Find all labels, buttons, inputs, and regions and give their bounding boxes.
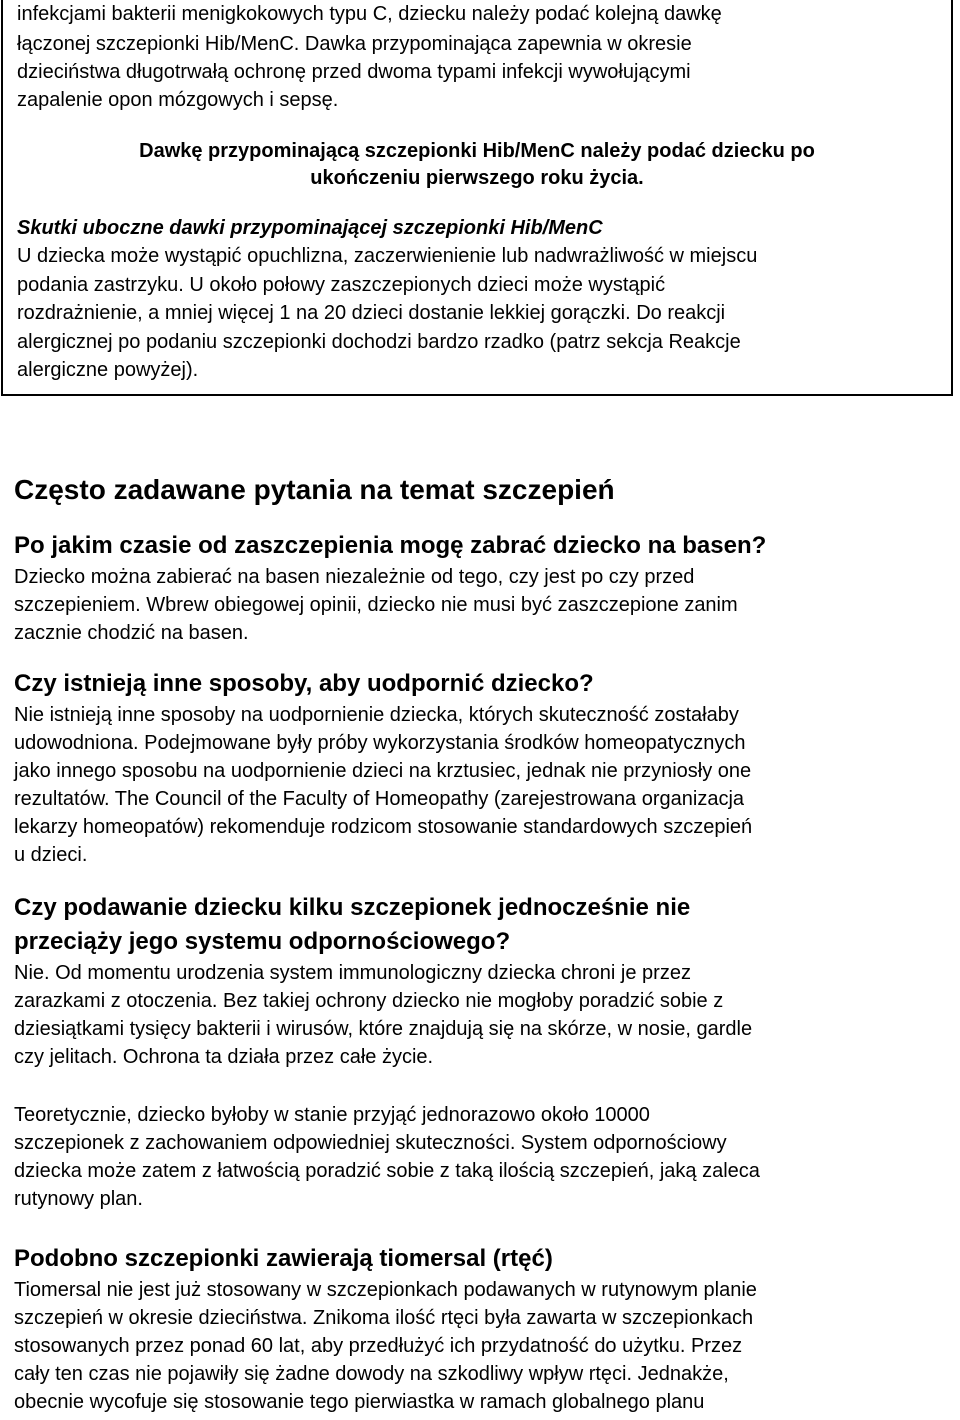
side-effects-line-4: alergicznej po podaniu szczepionki dochodzi bardzo rzadko (patrz sekcja Reakcje (17, 331, 741, 353)
faq-answer-4-line: cały ten czas nie pojawiły się żadne dowody na szkodliwy wpływ rtęci. Jednakże, (14, 1363, 729, 1385)
faq-answer-3b-line: rutynowy plan. (14, 1188, 143, 1210)
faq-answer-4-line: stosowanych przez ponad 60 lat, aby przedłużyć ich przydatność do użytku. Przez (14, 1335, 743, 1357)
faq-question-4-title: Podobno szczepionki zawierają tiomersal (rtęć) (14, 1245, 553, 1272)
faq-title: Często zadawane pytania na temat szczepień (14, 474, 615, 505)
faq-answer-4-line: Tiomersal nie jest już stosowany w szczepionkach podawanych w rutynowym planie (14, 1279, 757, 1301)
intro-line-2: łączonej szczepionki Hib/MenC. Dawka przypominająca zapewnia w okresie (17, 33, 692, 55)
faq-answer-1-line: zacznie chodzić na basen. (14, 622, 249, 644)
intro-line-3: dzieciństwa długotrwałą ochronę przed dwoma typami infekcji wywołującymi (17, 61, 691, 83)
faq-question-1-title: Po jakim czasie od zaszczepienia mogę zabrać dziecko na basen? (14, 532, 767, 559)
side-effects-line-2: podania zastrzyku. U około połowy zaszczepionych dzieci może wystąpić (17, 274, 666, 296)
faq-question-4 (14, 1242, 944, 1416)
faq-answer-2-line: Nie istnieją inne sposoby na uodpornienie dziecka, których skuteczność zostałaby (14, 704, 739, 726)
faq-answer-3b-line: Teoretycznie, dziecko byłoby w stanie przyjąć jednorazowo około 10000 (14, 1104, 650, 1126)
side-effects-heading: Skutki uboczne dawki przypominającej szczepionki Hib/MenC (17, 217, 603, 239)
intro-line-1: infekcjami bakterii menigkokowych typu C, dziecku należy podać kolejną dawkę (17, 3, 722, 25)
faq-title-block (14, 473, 944, 507)
side-effects-line-3: rozdrażnienie, a mniej więcej 1 na 20 dzieci dostanie lekkiej gorączki. Do reakcji (17, 302, 726, 324)
booster-note-line-2: ukończeniu pierwszego roku życia. (310, 167, 644, 189)
side-effects-line-1: U dziecka może wystąpić opuchlizna, zaczerwienienie lub nadwrażliwość w miejscu (17, 245, 758, 267)
faq-question-2-title: Czy istnieją inne sposoby, aby uodpornić dziecko? (14, 670, 594, 697)
faq-question-3-title-line-1: Czy podawanie dziecku kilku szczepionek jednocześnie nie (14, 894, 691, 921)
faq-question-3 (14, 891, 944, 1071)
faq-question-2 (14, 667, 944, 869)
faq-answer-4-line: obecnie wycofuje się stosowanie tego pierwiastka w ramach globalnego planu (14, 1391, 705, 1413)
faq-answer-3-line: czy jelitach. Ochrona ta działa przez całe życie. (14, 1046, 434, 1068)
faq-question-1 (14, 529, 944, 647)
faq-answer-1-line: Dziecko można zabierać na basen niezależnie od tego, czy jest po czy przed (14, 566, 695, 588)
faq-answer-2-line: lekarzy homeopatów) rekomenduje rodzicom stosowanie standardowych szczepień (14, 816, 753, 838)
faq-question-3-title-line-2: przeciąży jego systemu odpornościowego? (14, 928, 511, 955)
faq-answer-3-line: zarazkami z otoczenia. Bez takiej ochrony dziecko nie mogłoby poradzić sobie z (14, 990, 724, 1012)
intro-line-4: zapalenie opon mózgowych i sepsę. (17, 89, 339, 111)
side-effects-line-5: alergiczne powyżej). (17, 359, 199, 381)
faq-answer-3-line: Nie. Od momentu urodzenia system immunologiczny dziecka chroni je przez (14, 962, 691, 984)
faq-answer-3-part-2 (14, 1101, 944, 1213)
booster-note-line-1: Dawkę przypominającą szczepionki Hib/MenC należy podać dziecku po (139, 140, 815, 162)
faq-answer-2-line: u dzieci. (14, 844, 88, 866)
faq-answer-1-line: szczepieniem. Wbrew obiegowej opinii, dziecko nie musi być zaszczepione zanim (14, 594, 738, 616)
faq-answer-3-line: dziesiątkami tysięcy bakterii i wirusów, które znajdują się na skórze, w nosie, gardle (14, 1018, 753, 1040)
faq-answer-2-line: rezultatów. The Council of the Faculty of Homeopathy (zarejestrowana organizacja (14, 788, 745, 810)
faq-answer-2-line: jako innego sposobu na uodpornienie dzieci na krztusiec, jednak nie przyniosły one (14, 760, 752, 782)
faq-answer-3b-line: dziecka może zatem z łatwością poradzić sobie z taką ilością szczepień, jaką zaleca (14, 1160, 760, 1182)
faq-answer-2-line: udowodniona. Podejmowane były próby wykorzystania środków homeopatycznych (14, 732, 746, 754)
faq-answer-4-line: szczepień w okresie dzieciństwa. Znikoma ilość rtęci była zawarta w szczepionkach (14, 1307, 754, 1329)
faq-answer-3b-line: szczepionek z zachowaniem odpowiedniej skuteczności. System odpornościowy (14, 1132, 727, 1154)
info-box (1, 0, 953, 396)
